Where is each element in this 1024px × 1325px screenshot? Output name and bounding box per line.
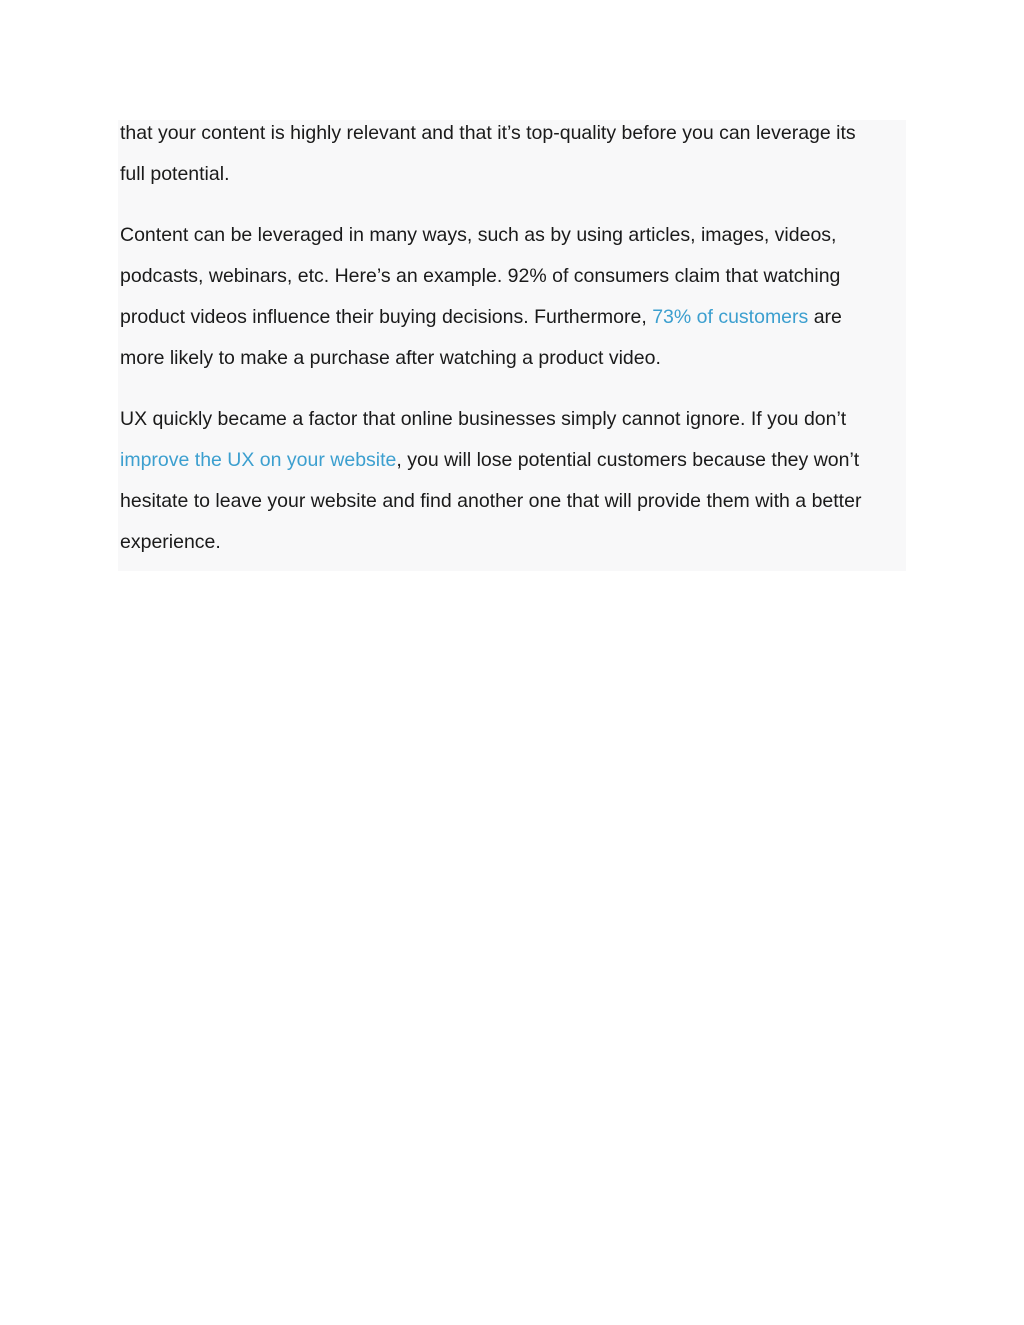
text-segment: , you will lose potential customers because they won’t <box>396 449 860 471</box>
text-line: UX quickly became a factor that online businesses simply cannot ignore. If you don’t <box>120 408 847 430</box>
text-segment: product videos influence their buying decisions. Furthermore, <box>120 306 653 328</box>
text-line <box>120 447 861 488</box>
article-content-block <box>118 120 906 571</box>
text-line: Content can be leveraged in many ways, such as by using articles, images, videos, <box>120 224 837 246</box>
paragraph-content-quality <box>120 120 856 202</box>
text-line: hesitate to leave your website and find another one that will provide them with a better <box>120 490 862 512</box>
text-line: more likely to make a purchase after watching a product video. <box>120 347 661 369</box>
customers-stat-link[interactable]: 73% of customers <box>652 306 809 328</box>
improve-ux-link[interactable]: improve the UX on your website <box>120 449 397 471</box>
text-line <box>120 304 842 345</box>
text-line: full potential. <box>120 163 230 185</box>
text-line: podcasts, webinars, etc. Here’s an example. 92% of consumers claim that watching <box>120 265 841 287</box>
text-segment: are <box>808 306 842 328</box>
text-line: experience. <box>120 531 221 553</box>
paragraph-content-leverage <box>120 222 842 386</box>
paragraph-ux-factor <box>120 406 861 570</box>
text-line: that your content is highly relevant and that it’s top-quality before you can leverage its <box>120 122 856 144</box>
